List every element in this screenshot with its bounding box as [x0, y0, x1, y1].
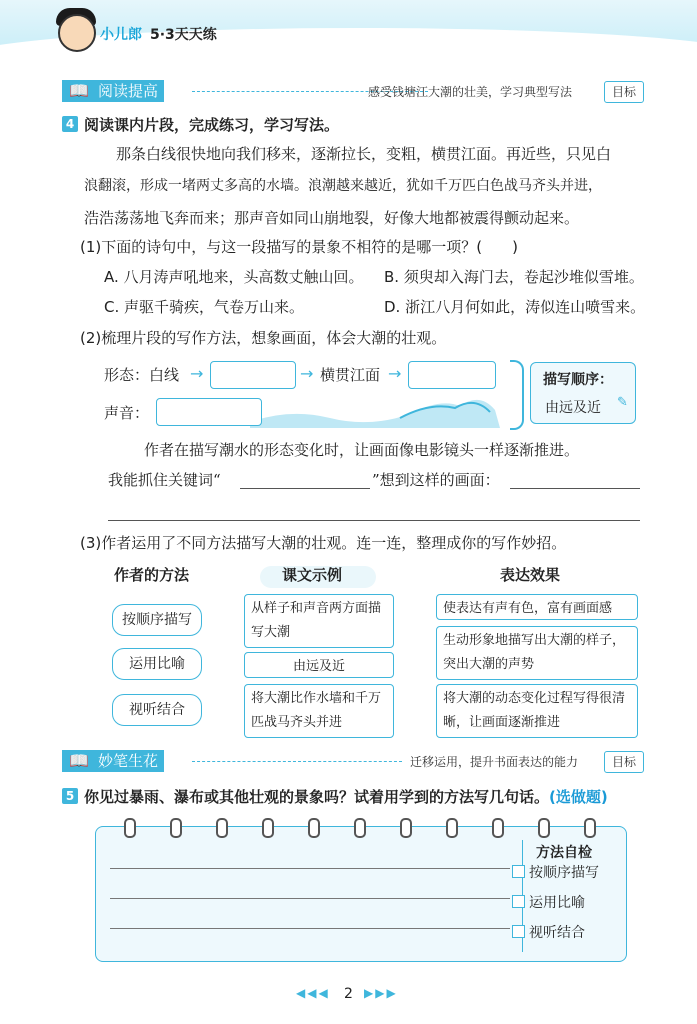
keyword-line-post: ”想到这样的画面：: [372, 471, 500, 489]
order-title: 描写顺序：: [543, 372, 613, 388]
ring-icon: [216, 818, 228, 838]
effect-item[interactable]: 将大潮的动态变化过程写得很清晰，让画面逐渐推进: [436, 684, 638, 738]
brand-name: 小儿郎: [100, 27, 142, 43]
question-number: 5: [62, 788, 78, 804]
arrow-right-icon: →: [190, 364, 204, 383]
writing-line[interactable]: [110, 898, 510, 899]
writing-line[interactable]: [110, 928, 510, 929]
effect-item[interactable]: 使表达有声有色，富有画面感: [436, 594, 638, 620]
checklist-title: 方法自检: [536, 845, 592, 861]
ring-icon: [400, 818, 412, 838]
technique-line: 作者在描写潮水的形态变化时，让画面像电影镜头一样逐渐推进。: [144, 441, 580, 459]
keyword-blank[interactable]: [240, 488, 370, 489]
question-prompt: [84, 786, 608, 807]
ring-icon: [170, 818, 182, 838]
checklist-item[interactable]: [512, 922, 585, 944]
ring-icon: [446, 818, 458, 838]
checklist-label: 运用比喻: [529, 895, 585, 911]
method-item[interactable]: 视听结合: [112, 694, 202, 726]
checkbox-icon[interactable]: [512, 925, 525, 938]
option-b[interactable]: B. 须臾却入海门去，卷起沙堆似雪堆。: [384, 268, 644, 286]
checklist-label: 视听结合: [529, 925, 585, 941]
section-reading-goal: 感受钱塘江大潮的壮美，学习典型写法: [368, 85, 573, 99]
ring-icon: [308, 818, 320, 838]
section-writing-goal: 迁移运用，提升书面表达的能力: [410, 755, 579, 769]
column-header-example: 课文示例: [282, 566, 343, 584]
prev-page-icon[interactable]: ◀◀◀: [296, 986, 330, 1000]
example-item[interactable]: 由远及近: [244, 652, 394, 678]
question-number: 4: [62, 116, 78, 132]
pencil-icon: ✎: [617, 395, 628, 410]
next-page-icon[interactable]: ▶▶▶: [364, 986, 398, 1000]
passage-line: 浪翻滚，形成一堵两丈多高的水墙。浪潮越来越近，犹如千万匹白色战马齐头并进，: [84, 178, 602, 194]
checklist-item[interactable]: [512, 862, 599, 884]
example-item[interactable]: 从样子和声音两方面描写大潮: [244, 594, 394, 648]
ring-icon: [124, 818, 136, 838]
goal-badge: 目标: [604, 81, 644, 103]
sub-question-3: (3)作者运用了不同方法描写大潮的壮观。连一连，整理成你的写作妙招。: [80, 534, 567, 552]
section-reading-bar: [62, 80, 642, 102]
option-a[interactable]: A. 八月涛声吼地来，头高数丈触山回。: [104, 268, 364, 286]
optional-tag: (选做题): [549, 788, 608, 806]
column-header-effect: 表达效果: [500, 566, 561, 584]
picture-blank-1[interactable]: [510, 488, 640, 489]
sub-question-2: (2)梳理片段的写作方法，想象画面，体会大潮的壮观。: [80, 329, 447, 347]
sub-question-1: (1)下面的诗句中，与这一段描写的景象不相符的是哪一项？( ): [80, 238, 518, 256]
arrow-right-icon: →: [388, 364, 402, 383]
passage-line: 那条白线很快地向我们移来，逐渐拉长，变粗，横贯江面。再近些，只见白: [116, 145, 612, 163]
section-writing-title-box: [62, 750, 164, 772]
answer-box-shape-1[interactable]: [210, 361, 296, 389]
picture-blank-2[interactable]: [108, 520, 640, 521]
option-d[interactable]: D. 浙江八月何如此，涛似连山喷雪来。: [384, 298, 646, 316]
arrow-right-icon: →: [300, 364, 314, 383]
method-item[interactable]: 按顺序描写: [112, 604, 202, 636]
section-reading-title-box: [62, 80, 164, 102]
section-divider: [192, 761, 402, 762]
checklist-item[interactable]: [512, 892, 585, 914]
series-name: 5·3天天练: [150, 27, 217, 43]
passage-line: 浩浩荡荡地飞奔而来；那声音如同山崩地裂，好像大地都被震得颤动起来。: [84, 209, 580, 227]
ring-icon: [584, 818, 596, 838]
checkbox-icon[interactable]: [512, 895, 525, 908]
goal-badge: 目标: [604, 751, 644, 773]
writing-line[interactable]: [110, 868, 510, 869]
sound-label: 声音：: [104, 404, 150, 422]
checkbox-icon[interactable]: [512, 865, 525, 878]
book-icon: 📖: [69, 81, 89, 100]
order-card: [530, 362, 636, 424]
section-writing-title: 妙笔生花: [98, 752, 159, 770]
book-icon: 📖: [69, 751, 89, 770]
section-writing-bar: [62, 750, 642, 772]
answer-box-sound[interactable]: [156, 398, 262, 426]
ring-icon: [262, 818, 274, 838]
page-number: 2: [344, 986, 353, 1002]
column-header-method: 作者的方法: [114, 566, 190, 584]
checklist-label: 按顺序描写: [529, 865, 599, 881]
answer-box-shape-2[interactable]: [408, 361, 496, 389]
ring-icon: [538, 818, 550, 838]
order-value: 由远及近: [545, 400, 601, 416]
section-reading-title: 阅读提高: [98, 82, 159, 100]
question-instruction: 阅读课内片段，完成练习，学习写法。: [84, 116, 340, 134]
prompt-text: 你见过暴雨、瀑布或其他壮观的景象吗？试着用学到的方法写几句话。: [84, 788, 550, 806]
bracket: [510, 360, 524, 430]
middle-label: 横贯江面: [320, 366, 381, 384]
option-c[interactable]: C. 声驱千骑疾，气卷万山来。: [104, 298, 305, 316]
mascot-face-icon: [58, 14, 96, 52]
effect-item[interactable]: 生动形象地描写出大潮的样子，突出大潮的声势: [436, 626, 638, 680]
keyword-line-pre: 我能抓住关键词“: [108, 471, 221, 489]
ring-icon: [354, 818, 366, 838]
ring-icon: [492, 818, 504, 838]
wave-illustration: [250, 388, 500, 428]
method-item[interactable]: 运用比喻: [112, 648, 202, 680]
shape-label: 形态：白线: [104, 366, 180, 384]
example-item[interactable]: 将大潮比作水墙和千万匹战马齐头并进: [244, 684, 394, 738]
